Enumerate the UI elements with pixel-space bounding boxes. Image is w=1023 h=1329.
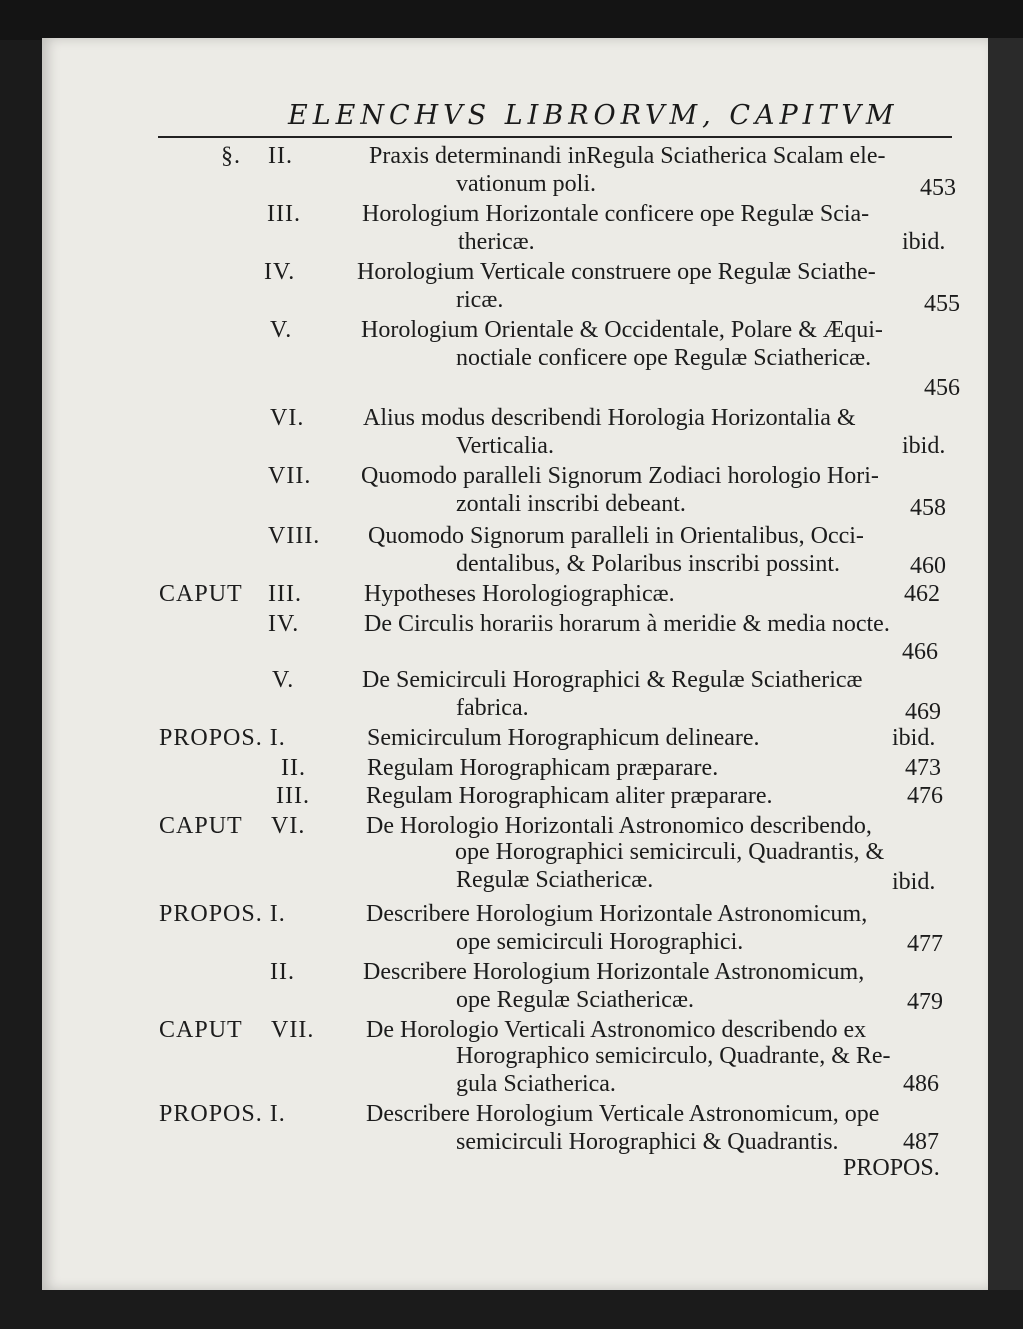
- entry-text-line: Horologium Horizontale conficere ope Regulæ Scia-: [362, 201, 870, 227]
- entry-text-line: zontali inscribi debeant.: [456, 491, 686, 517]
- entry-page-number: 456: [924, 375, 960, 401]
- entry-text-line: De Horologio Verticali Astronomico describendo ex: [366, 1017, 867, 1043]
- entry-text-line: Horologium Verticale construere ope Regulæ Sciathe-: [357, 259, 876, 285]
- entry-text-line: Regulam Horographicam aliter præparare.: [366, 783, 773, 809]
- entry-text-line: Regulam Horographicam præparare.: [367, 755, 719, 781]
- entry-label: II.: [281, 755, 306, 781]
- entry-page-number: 458: [910, 495, 946, 521]
- entry-text-line: Describere Horologium Horizontale Astronomicum,: [363, 959, 865, 985]
- entry-text-line: Verticalia.: [456, 433, 554, 459]
- entry-label: III.: [268, 581, 302, 607]
- entry-page-number: ibid.: [902, 229, 946, 255]
- entry-page-number: 477: [907, 931, 943, 957]
- entry-text-line: vationum poli.: [456, 171, 596, 197]
- entry-label: CAPUT: [159, 1017, 243, 1043]
- entry-label: V.: [272, 667, 295, 693]
- entry-text-line: fabrica.: [456, 695, 529, 721]
- entry-text-line: Hypotheses Horologiographicæ.: [364, 581, 675, 607]
- entry-text-line: noctiale conficere ope Regulæ Sciathericæ.: [456, 345, 872, 371]
- entry-page-number: 479: [907, 989, 943, 1015]
- entry-text-line: dentalibus, & Polaribus inscribi possint.: [456, 551, 840, 577]
- entry-page-number: 466: [902, 639, 938, 665]
- entry-page-number: 453: [920, 175, 956, 201]
- entry-page-number: 460: [910, 553, 946, 579]
- entry-page-number: 473: [905, 755, 941, 781]
- entry-text-line: Semicirculum Horographicum delineare.: [367, 725, 760, 751]
- entry-text-line: thericæ.: [458, 229, 535, 255]
- entry-text-line: Regulæ Sciathericæ.: [456, 867, 654, 893]
- entry-text-line: Quomodo paralleli Signorum Zodiaci horologio Hori-: [361, 463, 879, 489]
- entry-label: II.: [268, 143, 293, 169]
- entry-page-number: 487: [903, 1129, 939, 1155]
- entry-text-line: Alius modus describendi Horologia Horizontalia &: [363, 405, 856, 431]
- entry-page-number: 455: [924, 291, 960, 317]
- entry-label: PROPOS. I.: [159, 901, 286, 927]
- entry-label: PROPOS. I.: [159, 725, 286, 751]
- entry-label: III.: [276, 783, 310, 809]
- entry-text-line: De Circulis horariis horarum à meridie & media nocte.: [364, 611, 890, 637]
- entry-label: VII.: [268, 463, 312, 489]
- entry-text-line: semicirculi Horographici & Quadrantis.: [456, 1129, 839, 1155]
- entry-page-number: 469: [905, 699, 941, 725]
- entry-label: II.: [270, 959, 295, 985]
- entry-page-number: ibid.: [902, 433, 946, 459]
- entry-label: IV.: [264, 259, 296, 285]
- entry-label: V.: [270, 317, 293, 343]
- entry-text-line: De Horologio Horizontali Astronomico describendo,: [366, 813, 872, 839]
- entry-text-line: Quomodo Signorum paralleli in Orientalibus, Occi-: [368, 523, 864, 549]
- entry-label: VI.: [270, 405, 305, 431]
- entry-label: III.: [267, 201, 301, 227]
- entry-label: VIII.: [268, 523, 321, 549]
- running-header: ELENCHVS LIBRORVM, CAPITVM: [288, 100, 899, 131]
- entry-text-line: Horologium Orientale & Occidentale, Polare & Æqui-: [361, 317, 883, 343]
- entry-page-number: 476: [907, 783, 943, 809]
- entry-label: CAPUT: [159, 581, 243, 607]
- entry-label: VI.: [271, 813, 306, 839]
- entry-text-line: De Semicirculi Horographici & Regulæ Sciathericæ: [362, 667, 863, 693]
- entry-label: VII.: [271, 1017, 315, 1043]
- entry-page-number: ibid.: [892, 725, 936, 751]
- entry-page-number: 486: [903, 1071, 939, 1097]
- entry-text-line: ope Horographici semicirculi, Quadrantis, &: [455, 839, 885, 865]
- entry-label: CAPUT: [159, 813, 243, 839]
- entry-text-line: Describere Horologium Horizontale Astronomicum,: [366, 901, 868, 927]
- entry-page-number: 462: [904, 581, 940, 607]
- entry-text-line: ope semicirculi Horographici.: [456, 929, 744, 955]
- entry-text-line: ricæ.: [456, 287, 504, 313]
- entry-text-line: Describere Horologium Verticale Astronomicum, ope: [366, 1101, 880, 1127]
- entry-text-line: gula Sciatherica.: [456, 1071, 616, 1097]
- entry-label: IV.: [268, 611, 300, 637]
- entry-label: PROPOS. I.: [159, 1101, 286, 1127]
- entry-label: §.: [221, 143, 241, 169]
- entry-text-line: ope Regulæ Sciathericæ.: [456, 987, 694, 1013]
- entry-text-line: Praxis determinandi inRegula Sciatherica Scalam ele-: [369, 143, 886, 169]
- catchword: PROPOS.: [843, 1155, 940, 1181]
- entry-text-line: Horographico semicirculo, Quadrante, & Re-: [456, 1043, 891, 1069]
- entry-page-number: ibid.: [892, 869, 936, 895]
